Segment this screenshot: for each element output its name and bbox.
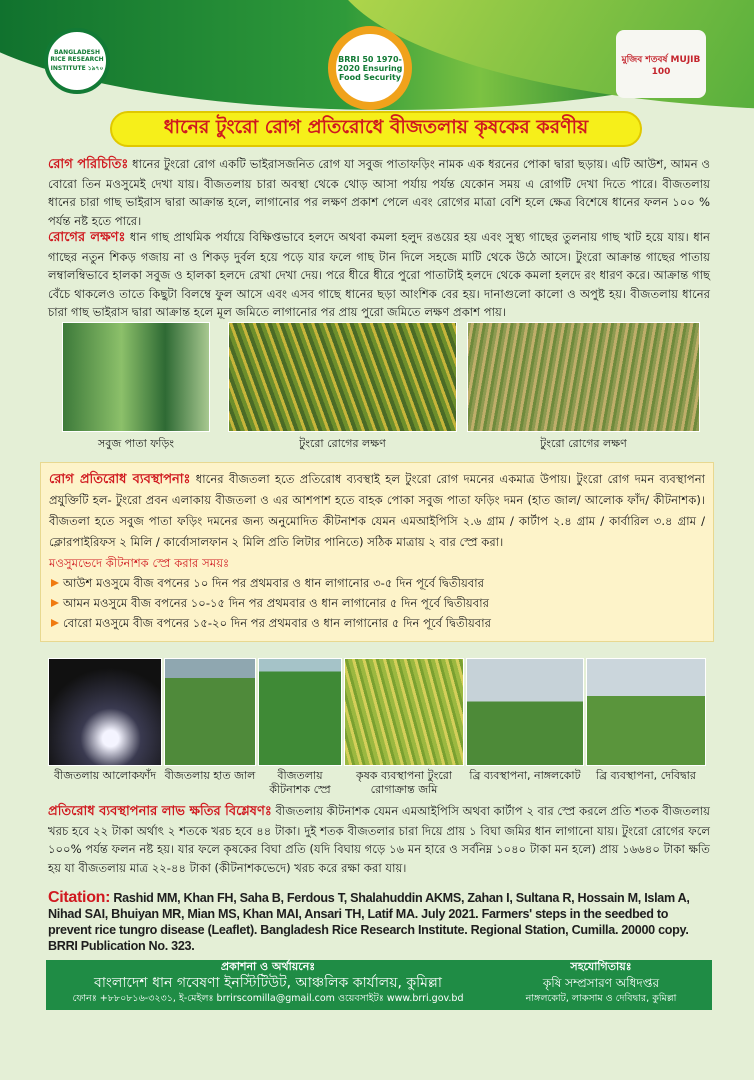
photo-caption: ব্রি ব্যবস্থাপনা, দেবিদ্বার [596,769,696,782]
collaborator-org: কৃষি সম্প্রসারণ অধিদপ্তর [542,976,660,990]
logo-text: মুজিব শতবর্ষ MUJIB 100 [621,54,701,77]
management-text: ধানের বীজতলা হতে প্রতিরোধ ব্যবস্থাই হল টুংরো রোগ দমনের একমাত্র উপায়। টুংরো রোগ দমন ব্যবস্থাপনা প্রযুক্তিটি হল- টুংরো প্রবন এলাকায় বীজতলা ও এর আশপাশ হতে বাহক পোকা সবুজ পাতা ফড়িং দমন (হাত জাল/ আলোক ফাঁদ/ কীটনাশক)। বীজতলা হতে সবুজ পাতা ফড়িং দমনের জন্য অনুমোদিত কীটনাশক যেমন এমআইপিসি ২.৬ গ্রাম / কার্টাপ ২.৪ গ্রাম / কার্বারিল ৩.৪ গ্রাম / ক্লোরপাইরিফস ২ মিলি / কার্বোসালফান ২ মিলি প্রতি লিটার পানিতে) সঠিক মাত্রায় ২ বার স্প্রে করা। [49,472,706,549]
photo-caption: বীজতলায় আলোকফাঁদ [53,769,157,782]
photo-hand-net [164,658,256,766]
symptoms-section [48,228,710,322]
collaborator-place: নাঙ্গলকোট, লাকসাম ও দেবিদ্বার, কুমিল্লা [525,993,677,1004]
photo-brri-debidwar [586,658,706,766]
symptoms-heading: রোগের লক্ষণঃ [48,230,126,245]
collaborator-block [490,960,712,1010]
publisher-block [46,960,490,1010]
photo-light-trap [48,658,162,766]
cost-benefit-section [48,802,710,877]
citation-label: Citation: [48,889,111,906]
spray-timing-item: বোরো মওসুমে বীজ বপনের ১৫-২০ দিন পর প্রথমবার ও ধান লাগানোর ৫ দিন পূর্বে দ্বিতীয়বার [49,613,705,633]
publisher-org: বাংলাদেশ ধান গবেষণা ইনস্টিটিউট, আঞ্চলিক কার্যালয়, কুমিল্লা [94,975,442,991]
brri-logo [44,28,110,94]
mujib-100-logo [616,30,706,98]
citation [48,890,712,954]
page-title: ধানের টুংরো রোগ প্রতিরোধে বীজতলায় কৃষকের করণীয় [110,111,642,147]
citation-text: Rashid MM, Khan FH, Saha B, Ferdous T, Shalahuddin AKMS, Zahan I, Sultana R, Hossain M, Islam A, Nihad SAI, Bhuiyan MR, Mian MS, Khan MAI, Ansari TH, Latif MA. July 2021. Farmers' steps in the seedbed to prevent rice tungro disease (Leaflet). Bangladesh Rice Research Institute. Regional Station, Cumilla. 20000 copy. BRRI Publication No. 323. [48,891,690,953]
spray-timing-heading: মওসুমভেদে কীটনাশক স্প্রে করার সময়ঃ [49,556,230,570]
intro-text: ধানের টুংরো রোগ একটি ভাইরাসজনিত রোগ যা সবুজ পাতাফড়িং নামক এক ধরনের পোকা দ্বারা ছড়ায়। এটি আউশ, আমন ও বোরো তিন মওসুমেই দেখা যায়। বীজতলায় চারা অবস্থা থেকে থোড় আসা পর্যায় পর্যন্ত যেকোন সময় এ রোগটি দেখা দিতে পারে। বীজতলায় ধানের চারা গাছ ভাইরাস দ্বারা আক্রান্ত হলে, লাগানোর পর লক্ষণ প্রকাশ পেলে এবং রোগের মাত্রা বেশি হলে ক্ষেত্র বিশেষে ধানের ফলন ১০০ % পর্যন্ত নষ্ট হতে পারে। [48,157,711,228]
cost-benefit-text: বীজতলায় কীটনাশক যেমন এমআইপিসি অথবা কার্টাপ ২ বার স্প্রে করলে প্রতি শতক বীজতলায় খরচ হবে ২২ টাকা অর্থাৎ ২ শতকে খরচ হবে ৪৪ টাকা। দুই শতক বীজতলার চারা দিয়ে প্রায় ১ বিঘা জমির ধান লাগানো যায়। টুংরো রোগের ফলে ১০০% পর্যন্ত ফলন নষ্ট হয়। যার ফলে কৃষকের বিঘা প্রতি (যদি বিঘায় গড়ে ১৬ মন হারে ও সর্বনিম্ন ১০৪০ টাকা মন হলে) প্রায় ১৬৬৪০ টাকা ক্ষতি হয় যা বীজতলায় মাত্র ২২-৪৪ টাকা (কীটনাশকভেদে) খরচ করে রক্ষা করা যায়। [48,804,711,875]
photo-caption: টুংরো রোগের লক্ষণ [540,437,627,450]
photo-caption: সবুজ পাতা ফড়িং [97,437,175,450]
publisher-contact: ফোনঃ +৮৮০৮১৬-৩২৩১, ই-মেইলঃ brrirscomilla@gmail.com ওয়েবসাইটঃ www.brri.gov.bd [72,993,464,1004]
symptoms-text: ধান গাছ প্রাথমিক পর্যায়ে বিক্ষিপ্তভাবে হলদে অথবা কমলা হলুদ রঙয়ের হয় এবং সুস্থ্য গাছের তুলনায় গাছ খাট হয়ে যায়। ধান গাছের নতুন শিকড় গজায় না ও শিকড় দুর্বল হয়ে পড়ে যার ফলে গাছ টান দিলে সহজে মাটি থেকে উঠে আসে। টুংরো আক্রান্ত গাছের পাতায় লম্বালম্বিভাবে হালকা সবুজ ও হালকা হলদে রেখা দেখা দেয়। পরে ধীরে ধীরে পুরো পাতাটাই হলদে থেকে কমলা হলদে রং ধারণ করে। আক্রান্ত গাছ বেঁচে থাকলেও তাতে কিছুটা বিলম্বে ফুল আসে এবং এসব গাছে ধানের ছড়া আংশিক বের হয়। দানাগুলো কালো ও অপুষ্ট হয়। বীজতলায় ধানের চারা গাছ ভাইরাস দ্বারা আক্রান্ত হলে মূল জমিতে লাগানোর পর প্রায় পুরো জমিতে লক্ষণ প্রকাশ পায়। [48,230,710,320]
logo-text: BANGLADESH RICE RESEARCH INSTITUTE ১৯৭০ [50,48,104,72]
collaborator-title: সহযোগিতায়ঃ [570,960,632,973]
publisher-title: প্রকাশনা ও অর্থায়নেঃ [220,960,316,973]
intro-heading: রোগ পরিচিতিঃ [48,157,129,172]
photo-caption: বীজতলায় কীটনাশক স্প্রে [269,769,331,796]
photo-caption: কৃষক ব্যবস্থাপনা টুংরো রোগাক্রান্ত জমি [356,769,452,796]
photo-caption: ব্রি ব্যবস্থাপনা, নাঙ্গলকোট [469,769,581,782]
photo-tungro-symptom [228,322,457,432]
logo-text: BRRI 50 1970-2020 Ensuring Food Security [337,54,403,82]
cost-benefit-heading: প্রতিরোধ ব্যবস্থাপনার লাভ ক্ষতির বিশ্লেষণঃ [48,804,272,819]
spray-timing-item: আমন মওসুমে বীজ বপনের ১০-১৫ দিন পর প্রথমবার ও ধান লাগানোর ৫ দিন পূর্বে দ্বিতীয়বার [49,593,705,613]
management-box [40,462,714,642]
footer [46,960,712,1010]
photo-caption: বীজতলায় হাত জাল [164,769,256,782]
management-heading: রোগ প্রতিরোধ ব্যবস্থাপনাঃ [49,472,191,487]
photo-farmer-managed-field [344,658,464,766]
spray-timing-item: আউশ মওসুমে বীজ বপনের ১০ দিন পর প্রথমবার ও ধান লাগানোর ৩-৫ দিন পূর্বে দ্বিতীয়বার [49,573,705,593]
photo-insecticide-spray [258,658,342,766]
photo-brri-nangalkot [466,658,584,766]
photo-green-leafhopper [62,322,210,432]
photo-caption: টুংরো রোগের লক্ষণ [299,437,386,450]
brri-50-logo [328,26,412,110]
intro-section [48,155,710,230]
photo-tungro-field [467,322,700,432]
